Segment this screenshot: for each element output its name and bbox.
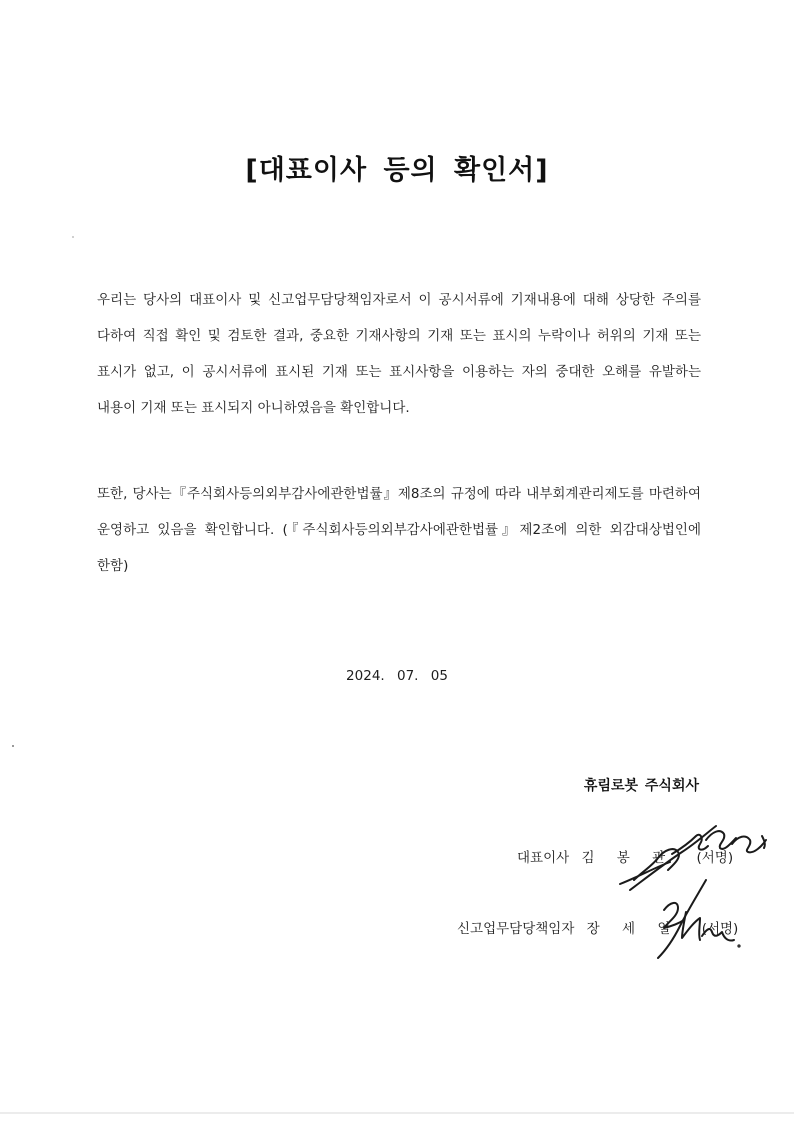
signatory-ceo <box>517 846 733 866</box>
document-date: 2024. 07. 05 <box>346 668 448 684</box>
company-name: 휴림로봇 주식회사 <box>583 778 699 794</box>
signatory-role: 신고업무담당책임자 <box>457 921 575 937</box>
confirmation-paragraph: 우리는 당사의 대표이사 및 신고업무담당책임자로서 이 공시서류에 기재내용에 대해 상당한 주의를 다하여 직접 확인 및 검토한 결과, 중요한 기재사항의 기재 또는 표시의 누락이나 허위의 기재 또는 표시가 없고, 이 공시서류에 표시된 기재 또는 표시사항을 이용하는 자의 중대한 오해를 유발하는 내용이 기재 또는 표시되지 아니하였음을 확인합니다. <box>97 292 701 416</box>
scan-speck <box>12 745 14 747</box>
internal-control-paragraph: 또한, 당사는『주식회사등의외부감사에관한법률』제8조의 규정에 따라 내부회계관리제도를 마련하여 운영하고 있음을 확인합니다. (『주식회사등의외부감사에관한법률』제2조에 의한 외감대상법인에 한함) <box>97 486 701 574</box>
signatory-role: 대표이사 <box>517 850 570 866</box>
document-title: [대표이사 등의 확인서] <box>245 155 549 186</box>
signatory-name: 김 봉 관 <box>581 850 675 866</box>
signature-mark-label: (서명) <box>701 921 739 937</box>
signature-mark-label: (서명) <box>696 850 734 866</box>
signatory-disclosure-officer <box>457 917 738 937</box>
scan-edge <box>0 1112 794 1114</box>
scan-speck <box>72 236 74 238</box>
signatory-name: 장 세 일 <box>586 921 680 937</box>
